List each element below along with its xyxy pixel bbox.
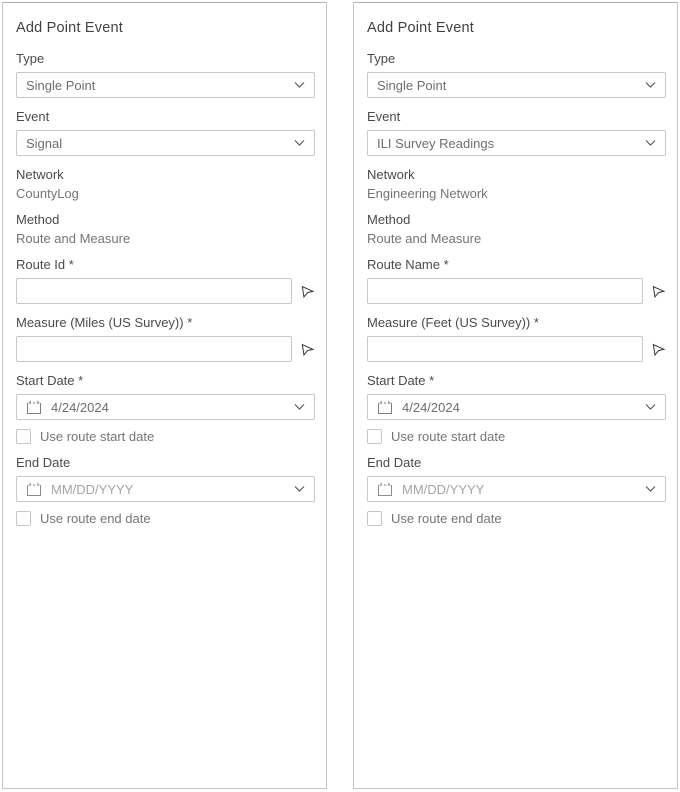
use-route-start-date-row — [367, 429, 666, 444]
chevron-down-icon — [645, 404, 656, 410]
end-date-picker[interactable] — [16, 476, 315, 502]
route-id-input[interactable] — [16, 278, 292, 304]
event-select-value: ILI Survey Readings — [377, 135, 495, 151]
network-label: Network — [367, 167, 415, 182]
use-route-start-date-checkbox[interactable] — [367, 429, 382, 444]
use-route-end-date-checkbox[interactable] — [16, 511, 31, 526]
calendar-icon — [377, 400, 393, 415]
chevron-down-icon — [294, 140, 305, 146]
end-date-label: End Date — [16, 455, 71, 470]
chevron-down-icon — [645, 82, 656, 88]
start-date-picker[interactable] — [367, 394, 666, 420]
calendar-icon — [377, 482, 393, 497]
end-date-label: End Date — [367, 455, 422, 470]
type-select-value: Single Point — [26, 77, 96, 93]
route-id-row — [16, 278, 315, 304]
start-date-label: Start Date * — [367, 373, 435, 388]
network-label: Network — [16, 167, 64, 182]
end-date-placeholder: MM/DD/YYYY — [402, 481, 485, 497]
measure-label: Measure (Miles (US Survey)) * — [16, 315, 193, 330]
chevron-down-icon — [645, 486, 656, 492]
panel-title: Add Point Event — [16, 20, 123, 36]
end-date-placeholder: MM/DD/YYYY — [51, 481, 134, 497]
locate-arrow-icon[interactable] — [651, 284, 666, 299]
start-date-value: 4/24/2024 — [51, 399, 109, 415]
use-route-end-date-row — [16, 511, 315, 526]
event-select[interactable] — [16, 130, 315, 156]
calendar-icon — [26, 400, 42, 415]
start-date-label: Start Date * — [16, 373, 84, 388]
calendar-icon — [26, 482, 42, 497]
use-route-end-date-row — [367, 511, 666, 526]
locate-arrow-icon[interactable] — [300, 342, 315, 357]
type-select-value: Single Point — [377, 77, 447, 93]
measure-label: Measure (Feet (US Survey)) * — [367, 315, 539, 330]
network-value: Engineering Network — [367, 186, 488, 201]
use-route-start-date-row — [16, 429, 315, 444]
panel-title: Add Point Event — [367, 20, 474, 36]
type-select[interactable] — [16, 72, 315, 98]
start-date-value: 4/24/2024 — [402, 399, 460, 415]
chevron-down-icon — [294, 404, 305, 410]
route-name-input[interactable] — [367, 278, 643, 304]
use-route-end-date-checkbox[interactable] — [367, 511, 382, 526]
event-select-value: Signal — [26, 135, 63, 151]
route-name-row — [367, 278, 666, 304]
event-label: Event — [367, 109, 401, 124]
method-value: Route and Measure — [367, 231, 482, 246]
event-select[interactable] — [367, 130, 666, 156]
use-route-start-date-label: Use route start date — [40, 429, 155, 444]
use-route-start-date-label: Use route start date — [391, 429, 506, 444]
event-label: Event — [16, 109, 50, 124]
locate-arrow-icon[interactable] — [651, 342, 666, 357]
use-route-end-date-label: Use route end date — [40, 511, 151, 526]
method-value: Route and Measure — [16, 231, 131, 246]
use-route-end-date-label: Use route end date — [391, 511, 502, 526]
network-value: CountyLog — [16, 186, 79, 201]
end-date-picker[interactable] — [367, 476, 666, 502]
use-route-start-date-checkbox[interactable] — [16, 429, 31, 444]
add-point-event-panel-left — [2, 2, 327, 789]
method-label: Method — [16, 212, 60, 227]
start-date-picker[interactable] — [16, 394, 315, 420]
measure-row — [367, 336, 666, 362]
measure-input[interactable] — [367, 336, 643, 362]
measure-row — [16, 336, 315, 362]
measure-input[interactable] — [16, 336, 292, 362]
method-label: Method — [367, 212, 411, 227]
locate-arrow-icon[interactable] — [300, 284, 315, 299]
chevron-down-icon — [294, 486, 305, 492]
type-label: Type — [16, 51, 45, 66]
chevron-down-icon — [294, 82, 305, 88]
route-id-label: Route Id * — [16, 257, 74, 272]
type-label: Type — [367, 51, 396, 66]
chevron-down-icon — [645, 140, 656, 146]
add-point-event-panel-right — [353, 2, 678, 789]
type-select[interactable] — [367, 72, 666, 98]
route-name-label: Route Name * — [367, 257, 449, 272]
